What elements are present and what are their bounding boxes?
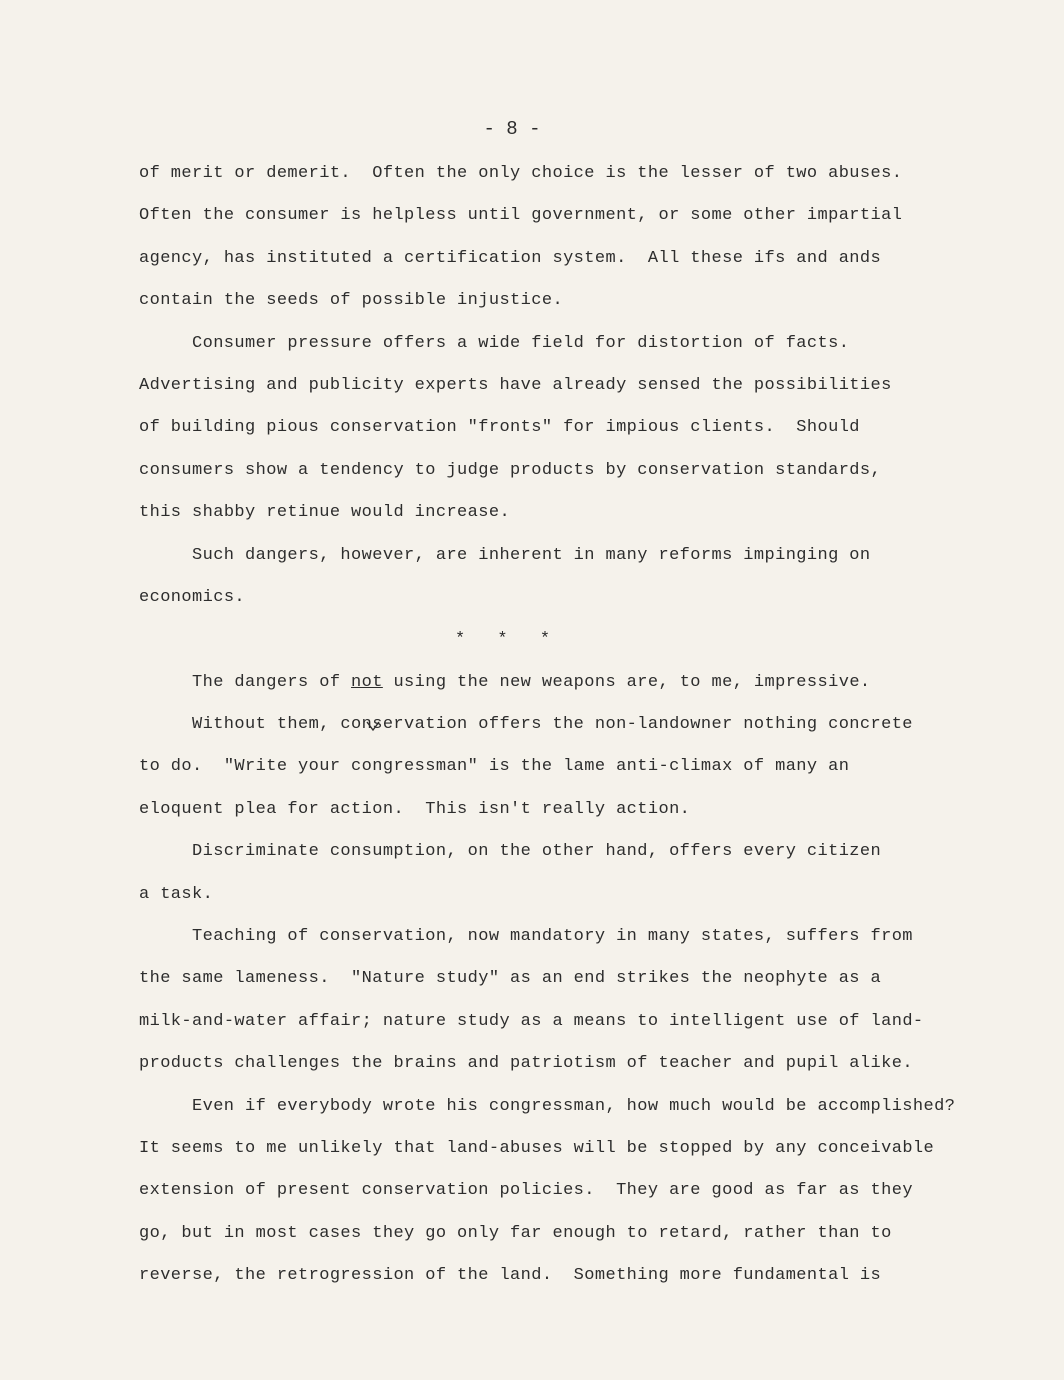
text-line: eloquent plea for action. This isn't really action.	[139, 799, 691, 819]
text-line: Teaching of conservation, now mandatory in many states, suffers from	[192, 927, 913, 947]
text-line: go, but in most cases they go only far enough to retard, rather than to	[139, 1223, 892, 1243]
section-separator: * * *	[455, 630, 551, 650]
text-line: Often the consumer is helpless until government, or some other impartial	[139, 206, 903, 226]
text-line: It seems to me unlikely that land-abuses will be stopped by any conceivable	[139, 1138, 935, 1158]
underlined-word: not	[351, 672, 383, 692]
body-text	[139, 153, 959, 1298]
insertion-caret-icon	[366, 720, 380, 732]
text-line: economics.	[139, 587, 246, 607]
text-line: agency, has instituted a certification system. All these ifs and ands	[139, 248, 882, 268]
text-line: consumers show a tendency to judge products by conservation standards,	[139, 460, 882, 480]
text-line: Without them, conservation offers the non-landowner nothing concrete	[192, 715, 913, 735]
text-segment: using the new weapons are, to me, impressive.	[382, 672, 871, 692]
text-line: Such dangers, however, are inherent in many reforms impinging on	[192, 545, 871, 565]
text-line: contain the seeds of possible injustice.	[139, 291, 564, 311]
text-line: to do. "Write your congressman" is the lame anti-climax of many an	[139, 757, 850, 777]
text-line: products challenges the brains and patriotism of teacher and pupil alike.	[139, 1054, 913, 1074]
text-line: of building pious conservation "fronts" for impious clients. Should	[139, 418, 860, 438]
text-line: a task.	[139, 884, 214, 904]
text-line: of merit or demerit. Often the only choice is the lesser of two abuses.	[139, 164, 903, 183]
page-number: - 8 -	[483, 118, 541, 140]
text-line: this shabby retinue would increase.	[139, 503, 511, 523]
text-line	[139, 662, 959, 704]
text-line: milk-and-water affair; nature study as a means to intelligent use of land-	[139, 1011, 924, 1031]
text-line: Consumer pressure offers a wide field for distortion of facts.	[192, 333, 850, 353]
text-line: extension of present conservation policies. They are good as far as they	[139, 1181, 913, 1201]
text-line: the same lameness. "Nature study" as an end strikes the neophyte as a	[139, 969, 882, 989]
text-line: Advertising and publicity experts have already sensed the possibilities	[139, 375, 892, 395]
text-segment: The dangers of	[192, 672, 352, 692]
text-line: Even if everybody wrote his congressman, how much would be accomplished?	[192, 1096, 956, 1116]
text-line: reverse, the retrogression of the land. Something more fundamental is	[139, 1266, 882, 1286]
text-line: Discriminate consumption, on the other hand, offers every citizen	[192, 842, 882, 862]
